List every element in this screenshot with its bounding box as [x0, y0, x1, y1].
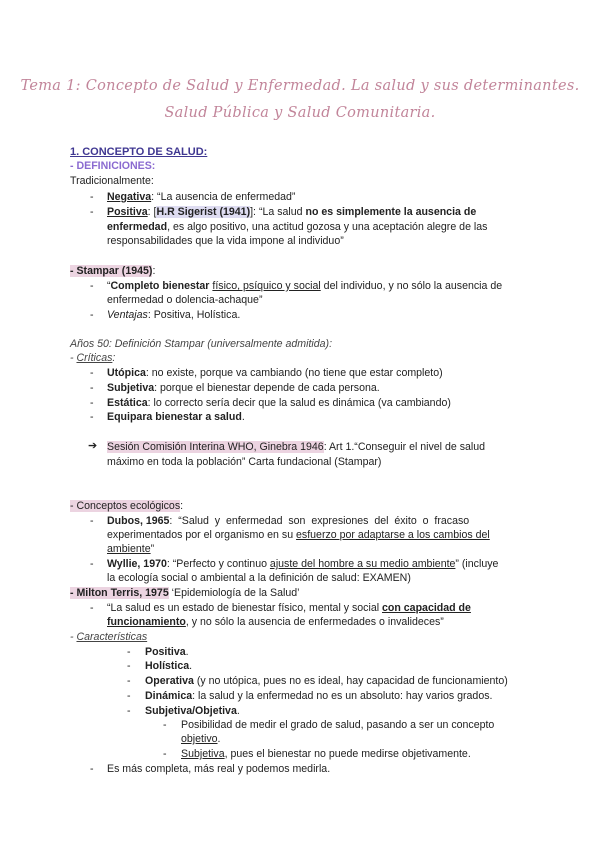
stampar-label: - Stampar (1945): — [70, 265, 156, 277]
terris-quote: “La salud es un estado de bienestar físico, mental y social con capacidad de — [107, 602, 471, 614]
critica-item: Utópica: no existe, porque va cambiando (no tiene que estar completo) — [107, 367, 443, 379]
critica-item: Estática: lo correcto sería decir que la salud es dinámica (va cambiando) — [107, 397, 451, 409]
caracteristica-item: Operativa (y no utópica, pues no es ideal, hay capacidad de funcionamiento) — [145, 675, 508, 687]
critica-item: Equipara bienestar a salud. — [107, 411, 245, 423]
subitem-objetiva-line-2: objetivo. — [181, 733, 221, 745]
terris-quote-line-2: funcionamiento, y no sólo la ausencia de enfermedades o invalideces” — [107, 616, 444, 628]
text-tradicionalmente: Tradicionalmente: — [70, 175, 154, 187]
bullet: - — [127, 660, 131, 672]
bullet: - — [90, 206, 94, 218]
bullet: - — [90, 602, 94, 614]
stampar-ventajas: Ventajas: Positiva, Holística. — [107, 309, 241, 321]
document-title-line-1: Tema 1: Concepto de Salud y Enfermedad. La salud y sus determinantes. — [20, 78, 580, 94]
stampar-quote-line-2: enfermedad o dolencia-achaque” — [107, 294, 263, 306]
bullet: - — [127, 646, 131, 658]
bullet: - — [90, 309, 94, 321]
wyllie-quote: Wyllie, 1970: “Perfecto y continuo ajuste del hombre a su medio ambiente” (incluye — [107, 558, 499, 570]
definition-positiva-line-3: responsabilidades que la vida impone al individuo” — [107, 235, 344, 247]
bullet: - — [90, 558, 94, 570]
dubos-quote: Dubos, 1965: “Salud y enfermedad son expresiones del éxito o fracaso — [107, 515, 470, 527]
bullet: - — [90, 515, 94, 527]
bullet: - — [127, 705, 131, 717]
subheading-definiciones: - DEFINICIONES: — [70, 160, 156, 172]
bullet: - — [127, 675, 131, 687]
caracteristica-item: Holística. — [145, 660, 193, 672]
wyllie-quote-line-2: la ecología social o ambiental a la definición de salud: EXAMEN) — [107, 572, 411, 584]
dubos-quote-line-2: experimentados por el organismo en su esfuerzo por adaptarse a los cambios del — [107, 529, 490, 541]
caracteristica-item: Subjetiva/Objetiva. — [145, 705, 240, 717]
bullet: - — [90, 382, 94, 394]
closing-line: Es más completa, más real y podemos medirla. — [107, 763, 331, 775]
stampar-quote: “Completo bienestar físico, psíquico y social del individuo, y no sólo la ausencia de — [107, 280, 503, 292]
arrow-icon: ➔ — [88, 440, 98, 452]
bullet: - — [90, 411, 94, 423]
subitem-subjetiva: Subjetiva, pues el bienestar no puede medirse objetivamente. — [181, 748, 471, 760]
bullet: - — [163, 748, 167, 760]
terris-label: - Milton Terris, 1975 ‘Epidemiología de la Salud’ — [70, 587, 300, 599]
bullet: - — [90, 280, 94, 292]
section-heading: 1. CONCEPTO DE SALUD: — [70, 146, 208, 158]
definition-positiva: Positiva: [H.R Sigerist (1941)]: “La salud no es simplemente la ausencia de — [107, 206, 477, 218]
anios-50-line: Años 50: Definición Stampar (universalmente admitida): — [70, 338, 333, 350]
bullet: - — [90, 191, 94, 203]
bullet: - — [90, 763, 94, 775]
critica-item: Subjetiva: porque el bienestar depende de cada persona. — [107, 382, 380, 394]
subitem-objetiva: Posibilidad de medir el grado de salud, pasando a ser un concepto — [181, 719, 495, 731]
caracteristica-item: Dinámica: la salud y la enfermedad no es un absoluto: hay varios grados. — [145, 690, 493, 702]
dubos-quote-line-3: ambiente” — [107, 543, 155, 555]
bullet: - — [90, 397, 94, 409]
document-title-line-2: Salud Pública y Salud Comunitaria. — [164, 105, 436, 121]
sesion-who: Sesión Comisión Interina WHO, Ginebra 1946: Art 1.“Conseguir el nivel de salud — [107, 441, 486, 453]
sesion-who-line-2: máximo en toda la población” Carta fundacional (Stampar) — [107, 456, 382, 468]
caracteristica-item: Positiva. — [145, 646, 189, 658]
definition-negativa: Negativa: “La ausencia de enfermedad” — [107, 191, 296, 203]
caracteristicas-label: - Características — [70, 631, 148, 643]
bullet: - — [163, 719, 167, 731]
bullet: - — [90, 367, 94, 379]
bullet: - — [127, 690, 131, 702]
conceptos-ecologicos-label: - Conceptos ecológicos: — [70, 500, 184, 512]
criticas-label: - Críticas: — [70, 352, 116, 364]
definition-positiva-line-2: enfermedad, es algo positivo, una actitud gozosa y una aceptación alegre de las — [107, 221, 488, 233]
